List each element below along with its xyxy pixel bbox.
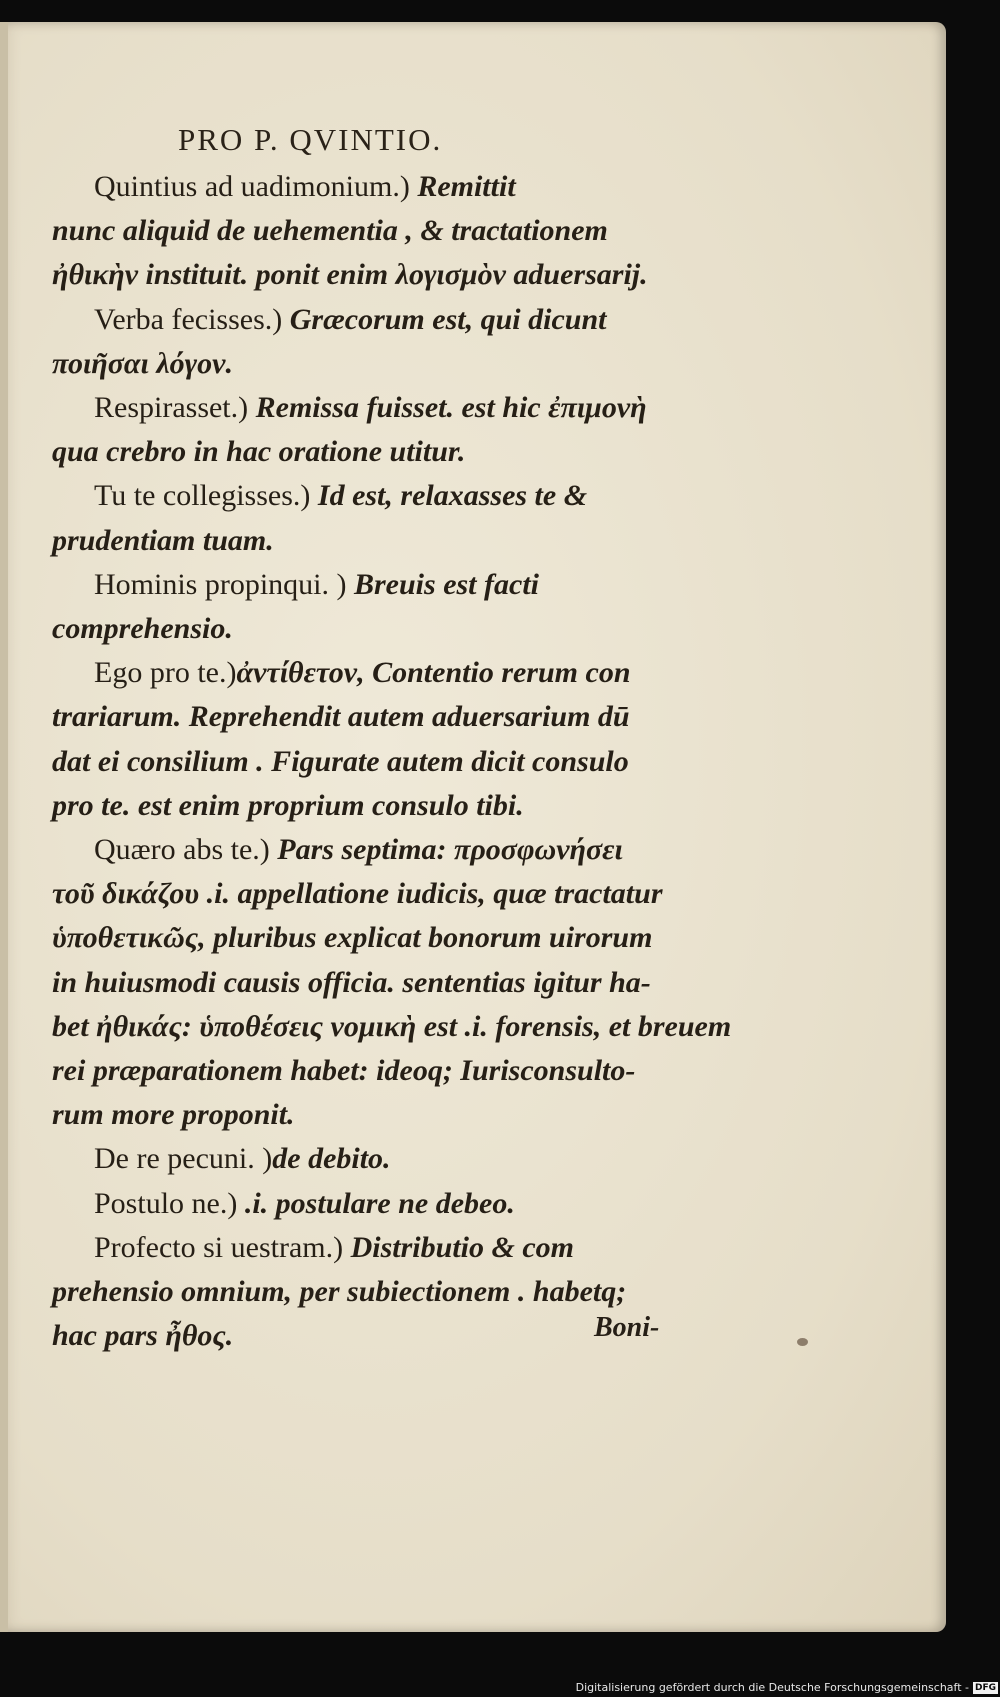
text-line: [52, 923, 652, 953]
commentary: Distributio & com: [343, 1230, 574, 1264]
text-line: [52, 1277, 626, 1307]
footer-text: Digitalisierung gefördert durch die Deutsche Forschungsgemeinschaft -: [575, 1681, 969, 1694]
commentary: Remittit: [409, 170, 516, 203]
text-line: [52, 788, 524, 822]
commentary: bet ἠθικάς: ὑποθέσεις νομικὴ est .i. forensis, et breuem: [52, 1009, 732, 1043]
commentary: hac pars ἦθος.: [52, 1319, 234, 1353]
text-line: [52, 260, 648, 290]
dfg-logo: DFG: [974, 1683, 996, 1693]
lemma: Ego pro te.): [94, 656, 237, 690]
commentary: rei præparationem habet: ideoq; Iurisconsulto-: [52, 1054, 636, 1087]
text-line: [52, 437, 465, 467]
lemma: De re pecuni. ): [94, 1142, 273, 1176]
text-line: [52, 965, 651, 999]
text-line: [94, 302, 607, 336]
text-line: [52, 346, 233, 380]
lemma: Quintius ad uadimonium.): [94, 170, 410, 203]
text-line: [94, 658, 631, 688]
commentary: prudentiam tuam.: [52, 523, 274, 557]
digitization-footer: [0, 1679, 1000, 1697]
commentary: in huiusmodi causis officia. sententias igitur ha-: [52, 965, 651, 999]
commentary: de debito.: [272, 1142, 391, 1176]
commentary: ἠθικὴν instituit. ponit enim λογισμὸν aduersarij.: [52, 258, 648, 292]
page-gutter: [0, 22, 8, 1632]
text-line: [52, 879, 663, 909]
commentary: Græcorum est, qui dicunt: [282, 302, 607, 336]
catchword: Boni-: [594, 1312, 660, 1343]
text-line: [52, 1321, 233, 1351]
commentary: ὑποθετικῶς, pluribus explicat bonorum uirorum: [52, 921, 653, 955]
text-line: [52, 1009, 732, 1043]
commentary: trariarum. Reprehendit autem aduersarium dū: [52, 700, 630, 734]
commentary: Pars septima: προσφωνήσει: [269, 833, 623, 866]
text-line: [94, 1230, 574, 1264]
lemma: Tu te collegisses.): [94, 479, 311, 513]
text-line: [52, 523, 274, 557]
commentary: Remissa fuisset. est hic ἐπιμονὴ: [248, 391, 647, 424]
lemma: Verba fecisses.): [94, 302, 283, 336]
text-line: [94, 172, 516, 202]
text-line: [52, 1100, 295, 1130]
text-line: [52, 744, 629, 778]
text-line: [94, 393, 647, 423]
lemma: Respirasset.): [94, 391, 249, 424]
commentary: τοῦ δικάζου .i. appellatione iudicis, quæ tractatur: [52, 877, 663, 911]
text-line: [94, 835, 623, 865]
text-line: [52, 614, 233, 644]
text-line: [52, 1056, 635, 1086]
commentary: rum more proponit.: [52, 1098, 295, 1132]
commentary: dat ei consilium . Figurate autem dicit consulo: [52, 744, 629, 778]
commentary: qua crebro in hac oratione utitur.: [52, 435, 466, 469]
commentary: nunc aliquid de uehementia , & tractationem: [52, 214, 608, 248]
lemma: Postulo ne.): [94, 1186, 238, 1220]
lemma: Profecto si uestram.): [94, 1230, 344, 1264]
commentary: pro te. est enim proprium consulo tibi.: [52, 788, 524, 822]
running-header: PRO P. QVINTIO.: [178, 122, 443, 157]
text-line: [52, 702, 630, 732]
ink-spot: [797, 1338, 808, 1346]
commentary: prehensio omnium, per subiectionem . habetq;: [52, 1275, 627, 1308]
text-line: [94, 481, 587, 511]
text-line: [94, 1144, 391, 1174]
lemma: Quæro abs te.): [94, 833, 270, 866]
commentary: Breuis est facti: [346, 567, 539, 601]
commentary: comprehensio.: [52, 612, 233, 645]
text-line: [52, 216, 608, 246]
lemma: Hominis propinqui. ): [94, 567, 347, 601]
commentary: .i. postulare ne debeo.: [237, 1186, 515, 1220]
text-line: [94, 1186, 515, 1220]
commentary: ποιῆσαι λόγον.: [52, 346, 233, 380]
commentary: ἀντίθετον, Contentio rerum con: [236, 656, 631, 690]
text-line: [94, 567, 539, 601]
commentary: Id est, relaxasses te &: [310, 479, 588, 513]
